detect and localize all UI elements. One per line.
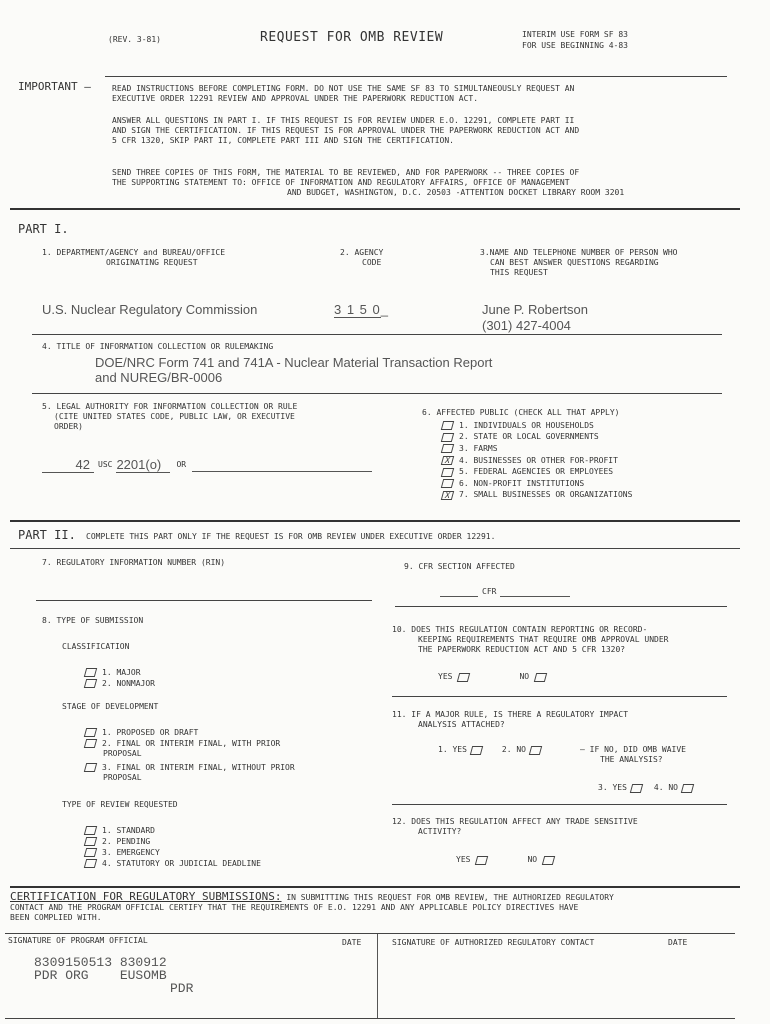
q11-answer: 1. YES 2. NO [438,745,547,755]
program-date-label: DATE [342,938,362,947]
class-major[interactable]: 1. MAJOR [85,667,155,678]
contact-date-label: DATE [668,938,688,947]
legal-authority-value[interactable]: 42 USC 2201(o) OR [42,457,372,473]
certification-text: CERTIFICATION FOR REGULATORY SUBMISSIONS: IN SUBMITTING THIS REQUEST FOR OMB REVIEW, THE AUTHORIZED REGULATORY CONTACT AND THE PROGRAM OFFICIAL CERTIFY THAT THE REQUIREMENTS OF E.O. 12291 AND ANY APPLICABLE POLICY DIRECTIVES HAVE BEEN COMPLIED WITH. [10,890,614,922]
affected-public-1[interactable]: 1. INDIVIDUALS OR HOUSEHOLDS [442,420,632,432]
form-title: REQUEST FOR OMB REVIEW [260,30,444,45]
q1-label: 1. DEPARTMENT/AGENCY and BUREAU/OFFICE ORIGINATING REQUEST [42,248,226,267]
q11-label: 11. IF A MAJOR RULE, IS THERE A REGULATORY IMPACT ANALYSIS ATTACHED? [392,710,629,729]
affected-public-3[interactable]: 3. FARMS [442,443,632,455]
review-type-label: TYPE OF REVIEW REQUESTED [62,800,178,809]
checkbox[interactable] [84,728,97,737]
agency-code-value[interactable]: 3 1 5 0_ [334,302,389,317]
stage-1[interactable]: 1. PROPOSED OR DRAFT [85,727,295,738]
review-pending[interactable]: 2. PENDING [85,836,261,847]
q10-label: 10. DOES THIS REGULATION CONTAIN REPORTING OR RECORD- KEEPING REQUIREMENTS THAT REQUIRE OMB APPROVAL UNDER THE PAPERWORK REDUCTION ACT AND 5 CFR 1320? [392,625,669,654]
checkbox[interactable] [441,479,454,488]
affected-public-6[interactable]: 6. NON-PROFIT INSTITUTIONS [442,478,632,490]
checkbox-no[interactable] [681,784,694,793]
affected-public-list [442,420,632,501]
q6-label: 6. AFFECTED PUBLIC (CHECK ALL THAT APPLY) [422,408,620,417]
checkbox-no[interactable] [534,673,547,682]
checkbox[interactable] [441,444,454,453]
q12-answer: YES NO [456,855,560,865]
q8-label: 8. TYPE OF SUBMISSION [42,616,144,625]
review-statutory[interactable]: 4. STATUTORY OR JUDICIAL DEADLINE [85,858,261,869]
q2-label: 2. AGENCY CODE [340,248,384,267]
q11-waive-answer: 3. YES 4. NO [598,783,699,793]
checkbox-no[interactable] [542,856,555,865]
checkbox[interactable] [84,668,97,677]
review-emergency[interactable]: 3. EMERGENCY [85,847,261,858]
q4-label: 4. TITLE OF INFORMATION COLLECTION OR RULEMAKING [42,342,274,351]
review-standard[interactable]: 1. STANDARD [85,825,261,836]
part-2-heading: PART II. [18,528,76,542]
important-label: IMPORTANT — [18,80,91,93]
checkbox-yes[interactable] [630,784,643,793]
form-revision: (REV. 3-81) [108,35,161,44]
checkbox[interactable] [84,763,97,772]
checkbox[interactable] [441,468,454,477]
checkbox-checked[interactable]: X [441,491,454,500]
q10-answer: YES NO [438,672,552,682]
checkbox-yes[interactable] [470,746,483,755]
important-paragraph-1: READ INSTRUCTIONS BEFORE COMPLETING FORM. DO NOT USE THE SAME SF 83 TO SIMULTANEOUSLY REQUEST AN EXECUTIVE ORDER 12291 REVIEW AND APPROVAL UNDER THE PAPERWORK REDUCTION ACT. [112,84,575,103]
docket-stamp: 8309150513 830912 PDR ORG EUSOMB PDR [34,955,194,996]
q3-label: 3.NAME AND TELEPHONE NUMBER OF PERSON WHO CAN BEST ANSWER QUESTIONS REGARDING THIS REQUEST [480,248,678,277]
q12-label: 12. DOES THIS REGULATION AFFECT ANY TRADE SENSITIVE ACTIVITY? [392,817,638,836]
contact-name-value[interactable]: June P. Robertson [482,302,588,317]
stage-label: STAGE OF DEVELOPMENT [62,702,159,711]
checkbox[interactable] [84,679,97,688]
review-options [85,825,261,869]
checkbox[interactable] [84,859,97,868]
interim-line-2: FOR USE BEGINNING 4-83 [522,41,628,50]
q7-label: 7. REGULATORY INFORMATION NUMBER (RIN) [42,558,226,567]
checkbox[interactable] [84,837,97,846]
checkbox-checked[interactable]: X [441,456,454,465]
department-value[interactable]: U.S. Nuclear Regulatory Commission [42,302,258,317]
q11-waive: — IF NO, DID OMB WAIVE THE ANALYSIS? [580,745,686,764]
checkbox-yes[interactable] [475,856,488,865]
stage-options: 1. PROPOSED OR DRAFT 2. FINAL OR INTERIM FINAL, WITH PRIOR PROPOSAL 3. FINAL OR INTERIM FINAL, WITHOUT PRIOR PROPOSAL [85,727,295,783]
regulatory-contact-signature-label: SIGNATURE OF AUTHORIZED REGULATORY CONTACT [392,938,595,947]
contact-phone-value[interactable]: (301) 427-4004 [482,318,571,333]
title-value[interactable]: DOE/NRC Form 741 and 741A - Nuclear Material Transaction Report and NUREG/BR-0006 [95,355,493,385]
q5-label: 5. LEGAL AUTHORITY FOR INFORMATION COLLECTION OR RULE (CITE UNITED STATES CODE, PUBLIC LAW, OR EXECUTIVE ORDER) [42,402,298,431]
affected-public-7[interactable]: X 7. SMALL BUSINESSES OR ORGANIZATIONS [442,490,632,502]
checkbox-yes[interactable] [457,673,470,682]
checkbox[interactable] [84,826,97,835]
checkbox[interactable] [84,739,97,748]
part-1-heading: PART I. [18,222,69,236]
classification-label: CLASSIFICATION [62,642,130,651]
checkbox[interactable] [441,433,454,442]
checkbox-no[interactable] [529,746,542,755]
q9-label: 9. CFR SECTION AFFECTED [404,562,515,571]
checkbox[interactable] [84,848,97,857]
cfr-field[interactable]: CFR [440,587,570,597]
stage-3[interactable]: 3. FINAL OR INTERIM FINAL, WITHOUT PRIOR [85,762,295,773]
affected-public-4[interactable]: X 4. BUSINESSES OR OTHER FOR-PROFIT [442,455,632,467]
affected-public-5[interactable]: 5. FEDERAL AGENCIES OR EMPLOYEES [442,466,632,478]
checkbox[interactable] [441,421,454,430]
classification-options [85,667,155,689]
interim-line-1: INTERIM USE FORM SF 83 [522,30,628,39]
program-official-signature-label: SIGNATURE OF PROGRAM OFFICIAL [8,936,148,945]
part-2-instruction: COMPLETE THIS PART ONLY IF THE REQUEST IS FOR OMB REVIEW UNDER EXECUTIVE ORDER 12291. [86,532,496,541]
important-paragraph-3: SEND THREE COPIES OF THIS FORM, THE MATERIAL TO BE REVIEWED, AND FOR PAPERWORK -- THREE COPIES OF THE SUPPORTING STATEMENT TO: OFFICE OF INFORMATION AND REGULATORY AFFAIRS, OFFICE OF MANAGEMENT AND BUDGET, WASHINGTON, D.C. 20503 -ATTENTION DOCKET LIBRARY ROOM 3201 [112,168,625,197]
affected-public-2[interactable]: 2. STATE OR LOCAL GOVERNMENTS [442,432,632,444]
stage-2[interactable]: 2. FINAL OR INTERIM FINAL, WITH PRIOR [85,738,295,749]
important-paragraph-2: ANSWER ALL QUESTIONS IN PART I. IF THIS REQUEST IS FOR REVIEW UNDER E.O. 12291, COMPLETE PART II AND SIGN THE CERTIFICATION. IF THIS REQUEST IS FOR APPROVAL UNDER THE PAPERWORK REDUCTION ACT AND 5 CFR 1320, SKIP PART II, COMPLETE PART III AND SIGN THE CERTIFICATION. [112,116,580,145]
class-nonmajor[interactable]: 2. NONMAJOR [85,678,155,689]
